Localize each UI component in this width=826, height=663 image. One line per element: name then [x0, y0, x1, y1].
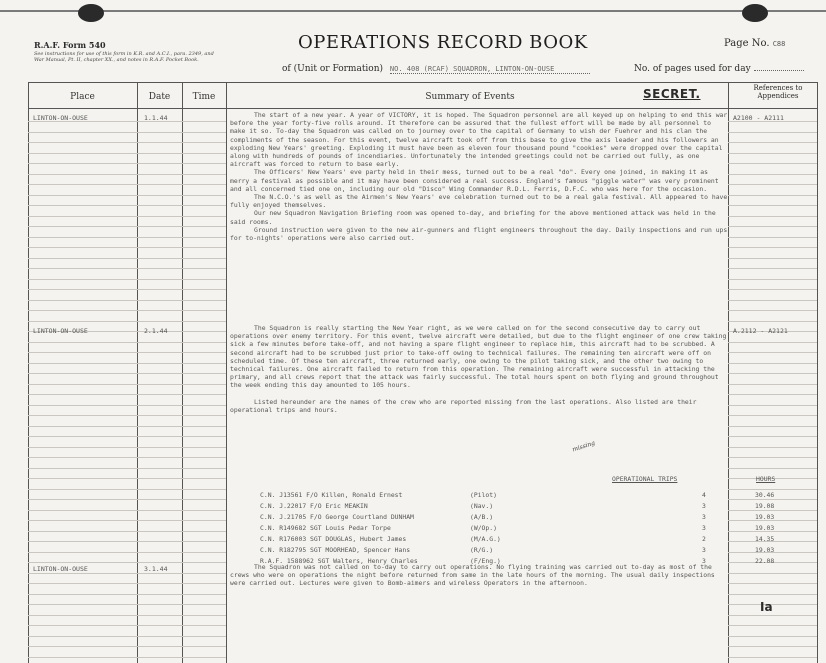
crew-name: R.A.F. 1588962 SGT Walters, Henry Charles — [260, 557, 418, 565]
ruled-line — [182, 163, 226, 164]
ruled-line — [28, 510, 137, 511]
ruled-line — [728, 184, 817, 185]
crew-name: C.N. R176003 SGT DOUGLAS, Hubert James — [260, 535, 407, 543]
ruled-line — [182, 384, 226, 385]
ruled-line — [137, 489, 182, 490]
ruled-line — [182, 604, 226, 605]
entry-3-paragraph: The Squadron was not called on to-day to carry out operations. No flying training was carried out to-day as most of the crews who were on operations the night before returned from same in the late hours of the morning. The usual daily inspections were carried out. Lectures were given to Bomb-aimers and wireless Operators in the afternoon. — [230, 563, 715, 588]
ruled-line — [728, 415, 817, 416]
crew-trips: 3 — [702, 513, 706, 521]
ruled-line — [728, 310, 817, 311]
ruled-line — [728, 268, 817, 269]
entry-1-place: LINTON-ON-OUSE — [33, 114, 88, 122]
ruled-line — [28, 352, 137, 353]
ruled-line — [137, 615, 182, 616]
ruled-line — [182, 247, 226, 248]
corner-mark: Ia — [760, 600, 773, 614]
ruled-line — [28, 289, 137, 290]
crew-trips: 3 — [702, 557, 706, 565]
crew-header-hours: HOURS — [756, 475, 776, 483]
ruled-line — [28, 300, 137, 301]
col-rule-time — [226, 82, 227, 663]
ruled-line — [182, 573, 226, 574]
entry-2-summary — [230, 324, 728, 474]
binding-line — [0, 10, 826, 12]
ruled-line — [28, 279, 137, 280]
ruled-line — [28, 604, 137, 605]
crew-trips: 3 — [702, 524, 706, 532]
ruled-line — [728, 363, 817, 364]
crew-role: (A/B.) — [470, 513, 494, 521]
ruled-line — [28, 436, 137, 437]
ruled-line — [137, 447, 182, 448]
form-number: R.A.F. Form 540 — [34, 40, 106, 50]
ruled-line — [137, 468, 182, 469]
crew-role: (R/G.) — [470, 546, 494, 554]
ruled-line — [137, 520, 182, 521]
col-header-place: Place — [70, 92, 95, 102]
ruled-line — [728, 394, 817, 395]
col-header-summary: Summary of Events — [425, 92, 515, 102]
ruled-line — [137, 405, 182, 406]
ruled-line — [728, 258, 817, 259]
ruled-line — [28, 195, 137, 196]
crew-role: (F/Eng.) — [470, 557, 501, 565]
ruled-line — [28, 468, 137, 469]
ruled-line — [728, 436, 817, 437]
ruled-line — [28, 205, 137, 206]
ruled-line — [137, 541, 182, 542]
ruled-line — [182, 300, 226, 301]
ruled-line — [137, 184, 182, 185]
ruled-line — [182, 457, 226, 458]
ruled-line — [137, 289, 182, 290]
crew-name: C.N. R182795 SGT MOORHEAD, Spencer Hans — [260, 546, 411, 554]
ruled-line — [728, 300, 817, 301]
ruled-line — [182, 657, 226, 658]
ruled-line — [28, 405, 137, 406]
ruled-line — [28, 163, 137, 164]
entry-1-paragraph: The Officers' New Years' eve party held in their mess, turned out to be a real "do". Every one joined, in making it as merry a festival as possible and it may have been considered a real success. England's famous "giggle water" was very prominent and all concerned tied one on, including our old "Disco" Wing Commander R.D.L. Ferris, D.F.C. who was here for the occasion. — [230, 168, 719, 193]
ruled-line — [182, 205, 226, 206]
entry-1-paragraph: The N.C.O.'s as well as the Airmen's New Years' eve celebration turned out to be a real gala festival. All appeared to have fully enjoyed themselves. — [230, 193, 728, 210]
ruled-line — [182, 268, 226, 269]
ruled-line — [28, 321, 137, 322]
ruled-line — [728, 615, 817, 616]
ruled-line — [182, 583, 226, 584]
pages-used-blank — [754, 70, 804, 71]
ruled-line — [728, 174, 817, 175]
ruled-line — [28, 363, 137, 364]
ruled-line — [728, 594, 817, 595]
ruled-line — [728, 216, 817, 217]
crew-role: (Nav.) — [470, 502, 494, 510]
ruled-line — [728, 142, 817, 143]
punch-hole-right — [742, 4, 768, 22]
ruled-line — [728, 132, 817, 133]
ruled-line — [137, 636, 182, 637]
ruled-line — [137, 604, 182, 605]
ruled-line — [182, 646, 226, 647]
ruled-line — [28, 394, 137, 395]
ruled-line — [28, 384, 137, 385]
ruled-line — [28, 426, 137, 427]
ruled-line — [137, 216, 182, 217]
crew-trips: 2 — [702, 535, 706, 543]
ruled-line — [28, 541, 137, 542]
crew-hours: 22.08 — [755, 557, 775, 565]
ruled-line — [28, 499, 137, 500]
ruled-line — [137, 352, 182, 353]
entry-2-references: A.2112 - A2121 — [733, 327, 788, 335]
ruled-line — [182, 331, 226, 332]
ruled-line — [137, 310, 182, 311]
ruled-line — [137, 510, 182, 511]
ruled-line — [137, 583, 182, 584]
unit-line — [282, 64, 590, 74]
ruled-line — [728, 237, 817, 238]
crew-hours: 19.08 — [755, 502, 775, 510]
ruled-line — [137, 594, 182, 595]
ruled-line — [182, 279, 226, 280]
ruled-line — [137, 384, 182, 385]
ruled-line — [137, 237, 182, 238]
entry-2-paragraph: The Squadron is really starting the New Year right, as we were called on for the second consecutive day to carry out operations over enemy territory. For this event, twelve aircraft were detailed, but due to the flight engineer of one crew taking sick a few minutes before take-off, and not having a spare flight engineer to replace him, this aircraft had to be scrubbed. A second aircraft had to be scrubbed just prior to take-off owing to technical failures. The remaining ten aircraft were off on scheduled time. Of these ten aircraft, three returned early, one owing to the pilot taking sick, and the other two owing to technical failures. One aircraft failed to return from this operation. The remaining aircraft were successful in attacking the primary, and all crews report that the attack was fairly successful. The total hours spent on both flying and ground throughout the week ending this day amounted to 105 hours. — [230, 324, 727, 390]
ruled-line — [28, 153, 137, 154]
ruled-line — [137, 247, 182, 248]
ruled-line — [728, 352, 817, 353]
ruled-line — [28, 447, 137, 448]
unit-label: of (Unit or Formation) — [282, 64, 384, 74]
ruled-line — [182, 436, 226, 437]
ruled-line — [728, 489, 817, 490]
table-header-rule — [28, 108, 818, 109]
ruled-line — [728, 510, 817, 511]
ruled-line — [182, 216, 226, 217]
ruled-line — [137, 478, 182, 479]
ruled-line — [28, 625, 137, 626]
page-title: OPERATIONS RECORD BOOK — [298, 32, 588, 53]
handwritten-insert: missing — [571, 439, 596, 454]
ruled-line — [728, 279, 817, 280]
ruled-line — [728, 289, 817, 290]
ruled-line — [137, 142, 182, 143]
crew-row — [260, 546, 775, 554]
ruled-line — [182, 321, 226, 322]
ruled-line — [137, 394, 182, 395]
ruled-line — [137, 415, 182, 416]
crew-name: C.N. J13561 F/O Killen, Ronald Ernest — [260, 491, 403, 499]
crew-row — [260, 535, 775, 543]
ruled-line — [137, 436, 182, 437]
crew-name: C.N. J.21705 F/O George Courtland DUNHAM — [260, 513, 414, 521]
ruled-line — [182, 520, 226, 521]
crew-hours: 19.03 — [755, 524, 775, 532]
ruled-line — [182, 615, 226, 616]
ruled-line — [728, 573, 817, 574]
ruled-line — [182, 237, 226, 238]
crew-role: (W/Op.) — [470, 524, 497, 532]
entry-2-date: 2.1.44 — [144, 327, 168, 335]
ruled-line — [137, 657, 182, 658]
pages-used — [634, 64, 804, 74]
ruled-line — [182, 289, 226, 290]
ruled-line — [182, 342, 226, 343]
ruled-line — [728, 426, 817, 427]
ruled-line — [28, 132, 137, 133]
crew-trips: 4 — [702, 491, 706, 499]
ruled-line — [728, 195, 817, 196]
ruled-line — [182, 478, 226, 479]
ruled-line — [28, 478, 137, 479]
ruled-line — [728, 163, 817, 164]
ruled-line — [182, 552, 226, 553]
ruled-line — [182, 510, 226, 511]
entry-1-paragraph: The start of a new year. A year of VICTORY, it is hoped. The Squadron personnel are all keyed up on helping to end this war before the year forty-five rolls around. It therefore can be assured that the fullest effort will be made by all personnel to make it so. To-day the Squadron was called on to journey over to the capital of Germany to wish der Fuehrer and his clan the compliments of the season. For this event, twelve aircraft took off from this base to give the axis leader and his followers an exploding New Years' greeting. Exploding it must have been as eleven four thousand pound "cookies" were dropped over the capital along with hundreds of pounds of incendiaries. Unfortunately the intended greetings could not be carried out fully, as one aircraft was forced to return to base early. — [230, 111, 728, 169]
entry-2-place: LINTON-ON-OUSE — [33, 327, 88, 335]
entry-1-summary — [230, 111, 728, 319]
punch-hole-left — [78, 4, 104, 22]
ruled-line — [137, 258, 182, 259]
ruled-line — [137, 279, 182, 280]
entry-1-paragraph: Ground instruction were given to the new air-gunners and flight engineers throughout the day. Daily inspections and run ups for to-nights' operations were also carried out. — [230, 225, 728, 243]
ruled-line — [182, 226, 226, 227]
ruled-line — [28, 520, 137, 521]
ruled-line — [28, 258, 137, 259]
ruled-line — [728, 457, 817, 458]
ruled-line — [28, 573, 137, 574]
ruled-line — [28, 457, 137, 458]
ruled-line — [137, 153, 182, 154]
ruled-line — [182, 121, 226, 122]
crew-row — [260, 502, 775, 510]
ruled-line — [728, 321, 817, 322]
ruled-line — [728, 384, 817, 385]
unit-value: NO. 408 (RCAF) SQUADRON, LINTON-ON-OUSE — [390, 65, 590, 74]
ruled-line — [182, 363, 226, 364]
ruled-line — [28, 342, 137, 343]
ruled-line — [182, 195, 226, 196]
crew-name: C.N. J.22017 F/O Eric MEAKIN — [260, 502, 368, 510]
ruled-line — [137, 195, 182, 196]
ruled-line — [182, 562, 226, 563]
ruled-line — [182, 373, 226, 374]
ruled-line — [28, 636, 137, 637]
ruled-line — [28, 583, 137, 584]
ruled-line — [137, 163, 182, 164]
ruled-line — [182, 489, 226, 490]
ruled-line — [182, 310, 226, 311]
crew-hours: 30.46 — [755, 491, 775, 499]
ruled-line — [28, 415, 137, 416]
crew-header-trips: OPERATIONAL TRIPS — [612, 475, 678, 483]
ruled-line — [137, 205, 182, 206]
ruled-line — [182, 594, 226, 595]
ruled-line — [28, 489, 137, 490]
ruled-line — [137, 363, 182, 364]
entry-1-references: A2100 - A2111 — [733, 114, 784, 122]
entry-3-summary — [230, 563, 728, 613]
ruled-line — [182, 541, 226, 542]
entry-3-place: LINTON-ON-OUSE — [33, 565, 88, 573]
ruled-line — [182, 625, 226, 626]
crew-row — [260, 513, 775, 521]
crew-trips: 3 — [702, 546, 706, 554]
ruled-line — [728, 153, 817, 154]
ruled-line — [137, 342, 182, 343]
crew-role: (M/A.G.) — [470, 535, 501, 543]
ruled-line — [137, 226, 182, 227]
ruled-line — [137, 573, 182, 574]
ruled-line — [28, 247, 137, 248]
ruled-line — [728, 646, 817, 647]
crew-hours: 14.35 — [755, 535, 775, 543]
ruled-line — [182, 405, 226, 406]
col-header-references: References to Appendices — [753, 84, 803, 100]
table-top-rule — [28, 82, 818, 83]
ruled-line — [728, 636, 817, 637]
col-header-date: Date — [148, 92, 171, 102]
page-number — [724, 38, 785, 49]
ruled-line — [728, 342, 817, 343]
ruled-line — [28, 615, 137, 616]
ruled-line — [28, 237, 137, 238]
ruled-line — [728, 499, 817, 500]
ruled-line — [137, 562, 182, 563]
ruled-line — [137, 321, 182, 322]
form-instructions: See instructions for use of this form in K.R. and A.C.I., para. 2349, and War Manual, Pt. II, chapter XX., and notes in R.A.F. Pocket Book. — [34, 51, 214, 63]
ruled-line — [182, 142, 226, 143]
ruled-line — [28, 174, 137, 175]
ruled-line — [728, 373, 817, 374]
ruled-line — [28, 531, 137, 532]
pages-used-label: No. of pages used for day — [634, 64, 751, 74]
ruled-line — [137, 499, 182, 500]
ruled-line — [182, 531, 226, 532]
ruled-line — [182, 132, 226, 133]
ruled-line — [182, 184, 226, 185]
ruled-line — [728, 226, 817, 227]
ruled-line — [728, 625, 817, 626]
ruled-line — [28, 657, 137, 658]
ruled-line — [137, 646, 182, 647]
ruled-line — [137, 552, 182, 553]
ruled-line — [182, 352, 226, 353]
ruled-line — [137, 268, 182, 269]
crew-name: C.N. R149682 SGT Louis Pedar Torpe — [260, 524, 391, 532]
ruled-line — [182, 415, 226, 416]
ruled-line — [182, 174, 226, 175]
crew-hours: 19.03 — [755, 513, 775, 521]
entry-2-paragraph: Listed hereunder are the names of the crew who are reported missing from the last operations. Also listed are their operational trips and hours. — [230, 397, 697, 414]
ruled-line — [137, 373, 182, 374]
page-number-value: C88 — [772, 40, 786, 48]
ruled-line — [137, 426, 182, 427]
ruled-line — [182, 153, 226, 154]
ruled-line — [137, 300, 182, 301]
ruled-line — [137, 174, 182, 175]
ruled-line — [28, 646, 137, 647]
ruled-line — [28, 142, 137, 143]
ruled-line — [728, 405, 817, 406]
entry-1-date: 1.1.44 — [144, 114, 168, 122]
crew-role: (Pilot) — [470, 491, 497, 499]
ruled-line — [28, 226, 137, 227]
ruled-line — [728, 468, 817, 469]
ruled-line — [28, 216, 137, 217]
entry-3-date: 3.1.44 — [144, 565, 168, 573]
ruled-line — [728, 205, 817, 206]
ruled-line — [137, 625, 182, 626]
ruled-line — [182, 499, 226, 500]
ruled-line — [137, 457, 182, 458]
classification-stamp: SECRET. — [643, 87, 701, 101]
ruled-line — [182, 258, 226, 259]
ruled-line — [28, 310, 137, 311]
col-header-time: Time — [192, 92, 216, 102]
crew-trips: 3 — [702, 502, 706, 510]
ruled-line — [28, 562, 137, 563]
table-right-rule — [817, 82, 818, 663]
ruled-line — [137, 531, 182, 532]
entry-1-paragraph: Our new Squadron Navigation Briefing room was opened to-day, and briefing for the above mentioned attack was held in the said rooms. — [230, 209, 716, 226]
ruled-line — [728, 583, 817, 584]
ruled-line — [28, 373, 137, 374]
ruled-line — [182, 426, 226, 427]
ruled-line — [182, 447, 226, 448]
crew-row — [260, 491, 775, 499]
ruled-line — [28, 552, 137, 553]
ruled-line — [728, 247, 817, 248]
ruled-line — [182, 394, 226, 395]
ruled-line — [728, 657, 817, 658]
ruled-line — [137, 132, 182, 133]
ruled-line — [182, 636, 226, 637]
ruled-line — [28, 594, 137, 595]
page-number-label: Page No. — [724, 38, 770, 49]
ruled-line — [182, 468, 226, 469]
ruled-line — [728, 447, 817, 448]
ruled-line — [28, 184, 137, 185]
ruled-line — [28, 268, 137, 269]
crew-row — [260, 524, 775, 532]
crew-hours: 19.03 — [755, 546, 775, 554]
